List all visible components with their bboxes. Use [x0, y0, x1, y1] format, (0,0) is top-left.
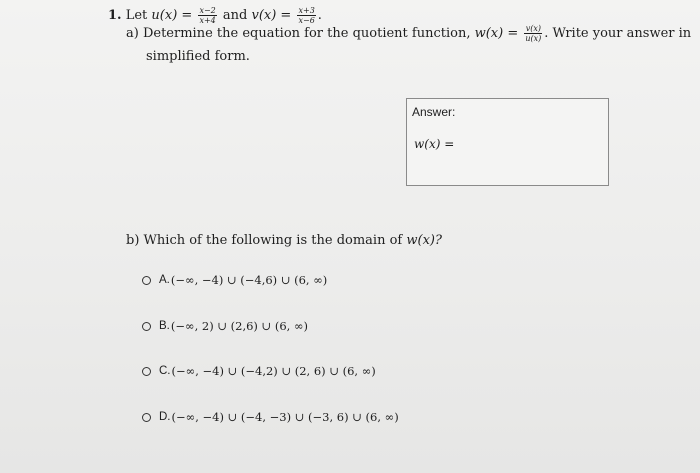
answer-label: Answer:: [412, 105, 456, 119]
option-b-letter: B.: [159, 320, 170, 332]
option-d-value: (−∞, −4) ∪ (−4, −3) ∪ (−3, 6) ∪ (6, ∞): [171, 410, 399, 424]
v-denominator: x−6: [298, 16, 315, 25]
part-b-function: w(x)?: [406, 233, 442, 248]
header-end-punct: .: [317, 8, 322, 23]
option-d-radio[interactable]: [142, 413, 151, 422]
w-numerator: v(x): [525, 24, 541, 33]
part-b-question: [126, 233, 442, 248]
option-c-letter: C.: [159, 365, 171, 377]
w-denominator: u(x): [525, 34, 542, 43]
option-c-radio[interactable]: [142, 367, 151, 376]
option-a-radio[interactable]: [142, 276, 151, 285]
part-b-label: b): [126, 233, 140, 248]
u-definition: u(x) =: [151, 8, 193, 23]
part-a-line1: [126, 24, 691, 43]
part-a-line2: simplified form.: [146, 49, 250, 64]
option-b[interactable]: [142, 318, 308, 334]
part-b-text: Which of the following is the domain of: [143, 233, 403, 248]
answer-box[interactable]: [406, 98, 609, 186]
u-fraction: [198, 6, 216, 25]
option-a[interactable]: [142, 272, 327, 288]
and-word: and: [222, 8, 248, 23]
option-b-value: (−∞, 2) ∪ (2,6) ∪ (6, ∞): [170, 319, 309, 333]
option-c[interactable]: [142, 363, 376, 379]
w-definition: w(x) =: [474, 26, 519, 41]
intro-let: Let: [125, 8, 148, 23]
part-a-text: Determine the equation for the quotient function,: [142, 26, 471, 41]
question-number: 1.: [108, 8, 122, 23]
option-a-value: (−∞, −4) ∪ (−4,6) ∪ (6, ∞): [170, 273, 328, 287]
option-a-letter: A.: [159, 274, 170, 286]
u-numerator: x−2: [199, 6, 216, 15]
option-c-value: (−∞, −4) ∪ (−4,2) ∪ (2, 6) ∪ (6, ∞): [171, 364, 376, 378]
option-d[interactable]: [142, 409, 399, 425]
part-a-after: . Write your answer in: [544, 26, 692, 41]
part-a-label: a): [126, 26, 139, 41]
question-header: [108, 6, 322, 25]
v-numerator: x+3: [298, 6, 315, 15]
v-fraction: [297, 6, 315, 25]
w-fraction: [524, 24, 542, 43]
v-definition: v(x) =: [251, 8, 292, 23]
u-denominator: x+4: [199, 16, 216, 25]
option-d-letter: D.: [159, 411, 171, 423]
option-b-radio[interactable]: [142, 322, 151, 331]
answer-expression: w(x) =: [414, 137, 455, 151]
